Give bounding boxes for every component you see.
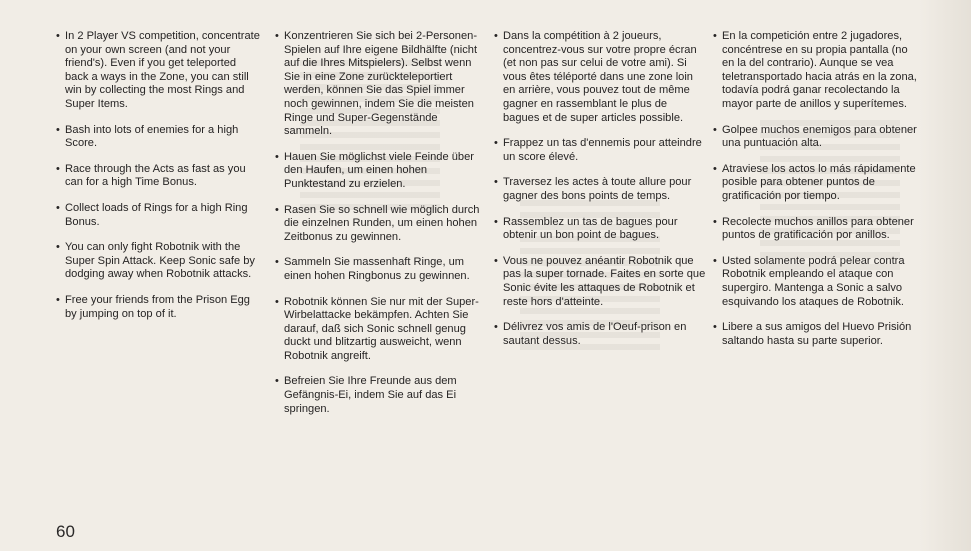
tip-item: • Free your friends from the Prison Egg by jumping on top of it.	[56, 294, 262, 321]
tip-item: • Recolecte muchos anillos para obtener puntos de gratificación por anillos.	[713, 216, 920, 243]
tip-item: • En la competición entre 2 jugadores, concéntrese en su propia pantalla (no en la del contrario). Aunque se vea teletransportado hacia atrás en la zona, todavía podrá ganar recolectando la mayor parte de anillos y superítemes.	[713, 30, 920, 112]
tip-item: • Race through the Acts as fast as you can for a high Time Bonus.	[56, 163, 262, 190]
tips-list-spanish	[713, 30, 920, 348]
tip-item: • Délivrez vos amis de l'Oeuf-prison en sautant dessus.	[494, 321, 706, 348]
page-edge-shadow	[919, 0, 971, 551]
column-french	[494, 30, 706, 360]
tip-item: • Vous ne pouvez anéantir Robotnik que pas la super tornade. Faites en sorte que Sonic évite les attaques de Robotnik et reste hors d'atteinte.	[494, 255, 706, 309]
tip-item: • Atraviese los actos lo más rápidamente posible para obtener puntos de gratificación por tiempo.	[713, 163, 920, 204]
tip-item: • Befreien Sie Ihre Freunde aus dem Gefängnis-Ei, indem Sie auf das Ei springen.	[275, 375, 488, 416]
tip-item: • Robotnik können Sie nur mit der Super-Wirbelattacke bekämpfen. Achten Sie darauf, daß sich Sonic schnell genug duckt und blitzartig ausweicht, wenn Robotnik angreift.	[275, 296, 488, 364]
tips-list-german	[275, 30, 488, 416]
tips-list-french	[494, 30, 706, 348]
page-number: 60	[56, 522, 75, 541]
tip-item: • Hauen Sie möglichst viele Feinde über den Haufen, um einen hohen Punktestand zu erzielen.	[275, 151, 488, 192]
tip-item: • Golpee muchos enemigos para obtener una puntuación alta.	[713, 124, 920, 151]
tip-item: • Frappez un tas d'ennemis pour atteindre un score élevé.	[494, 137, 706, 164]
tip-item: • Collect loads of Rings for a high Ring Bonus.	[56, 202, 262, 229]
tip-item: • Dans la compétition à 2 joueurs, concentrez-vous sur votre propre écran (et non pas sur celui de votre ami). Si vous êtes téléporté dans une zone loin en arrière, vous pouvez tout de même gagner en rassemblant le plus de bagues et de super articles possible.	[494, 30, 706, 125]
tip-item: • Rasen Sie so schnell wie möglich durch die einzelnen Runden, um einen hohen Zeitbonus zu gewinnen.	[275, 204, 488, 245]
tip-item: • Bash into lots of enemies for a high Score.	[56, 124, 262, 151]
tips-list-english	[56, 30, 262, 321]
tip-item: • Libere a sus amigos del Huevo Prisión saltando hasta su parte superior.	[713, 321, 920, 348]
tip-item: • In 2 Player VS competition, concentrate on your own screen (and not your friend's). Even if you get teleported back a ways in the Zone, you can still win by collecting the most Rings and Super Items.	[56, 30, 262, 112]
column-english	[56, 30, 262, 333]
tip-item: • You can only fight Robotnik with the Super Spin Attack. Keep Sonic safe by dodging away when Robotnik attacks.	[56, 241, 262, 282]
tip-item: • Usted solamente podrá pelear contra Robotnik empleando el ataque con supergiro. Mantenga a Sonic a salvo esquivando los ataques de Robotnik.	[713, 255, 920, 309]
tip-item: • Konzentrieren Sie sich bei 2-Personen-Spielen auf Ihre eigene Bildhälfte (nicht auf die Ihres Mitspielers). Selbst wenn Sie in eine Zone zurückteleportiert werden, können Sie das Spiel immer noch gewinnen, indem Sie die meisten Ringe und Super-Gegenstände sammeln.	[275, 30, 488, 139]
tip-item: • Rassemblez un tas de bagues pour obtenir un bon point de bagues.	[494, 216, 706, 243]
column-german	[275, 30, 488, 428]
tip-item: • Sammeln Sie massenhaft Ringe, um einen hohen Ringbonus zu gewinnen.	[275, 256, 488, 283]
tip-item: • Traversez les actes à toute allure pour gagner des bons points de temps.	[494, 176, 706, 203]
column-spanish	[713, 30, 920, 360]
